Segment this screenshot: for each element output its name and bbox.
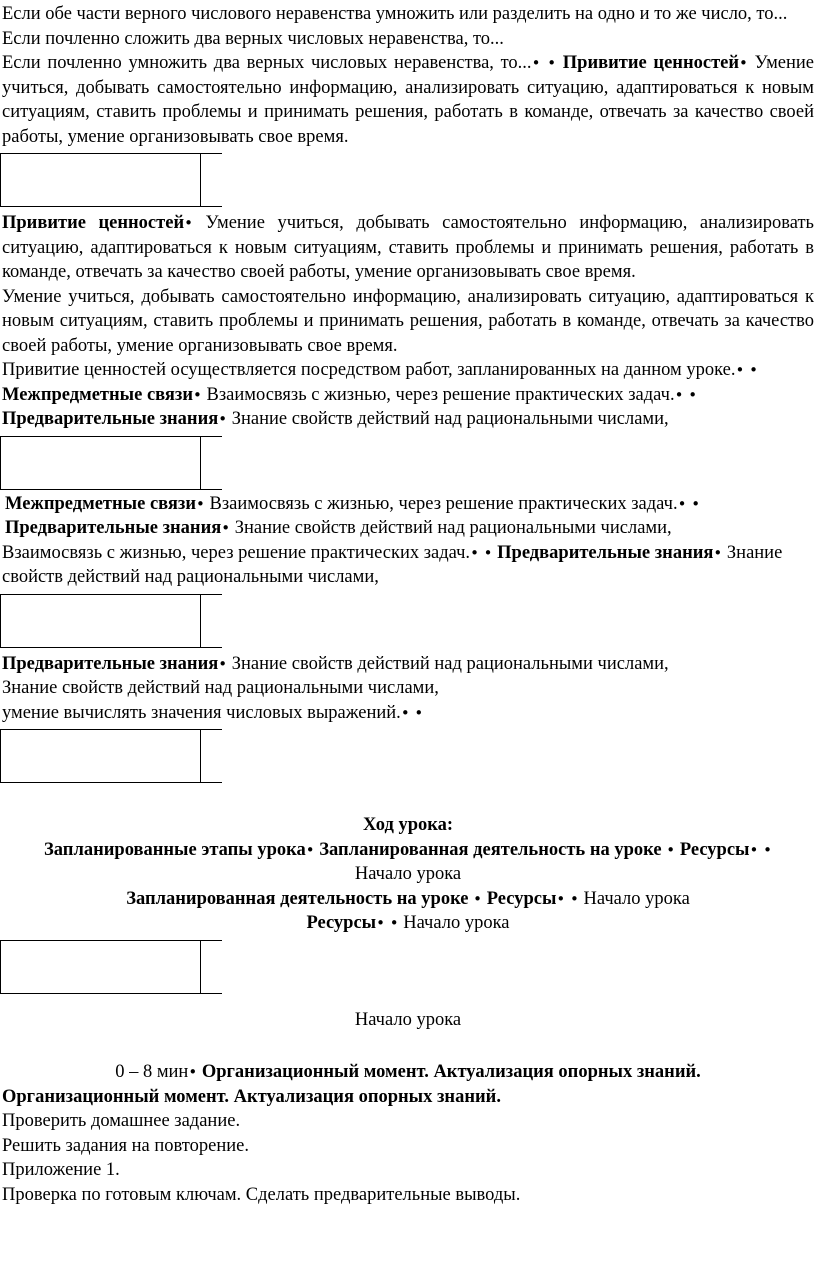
paragraph-interdisciplinary	[0, 358, 816, 432]
text-line	[0, 701, 816, 726]
text-line: Приложение 1.	[2, 1160, 120, 1180]
heading-values: Привитие ценностей	[2, 213, 185, 233]
heading-prior-knowledge: Предварительные знания	[5, 518, 222, 538]
text-fragment: Умение учиться, добывать самостоятельно информацию, анализировать ситуацию, адаптироваться к новым ситуациям, ставить проблемы и принимать решения, работать в команде, отвечать за качество своей работы, умение организовывать свое время.	[2, 53, 815, 147]
text-line: Если обе части верного числового неравенства умножить или разделить на одно и то же число, то...	[2, 4, 788, 24]
text-line: Проверка по готовым ключам. Сделать предварительные выводы.	[2, 1184, 521, 1205]
bullet-icon: • •	[400, 703, 424, 722]
paragraph-org-moment	[0, 1060, 816, 1085]
bullet-icon: •	[713, 543, 723, 562]
heading-values: Привитие ценностей	[562, 53, 740, 73]
paragraph-activity	[0, 887, 816, 912]
text-fragment: умение вычислять значения числовых выражений.	[2, 702, 401, 723]
empty-table-cell	[0, 153, 222, 207]
heading-text: Организационный момент. Актуализация опорных знаний.	[2, 1086, 501, 1107]
text-fragment: Знание свойств действий над рациональными числами,	[227, 653, 669, 674]
text-line: Знание свойств действий над рациональными числами,	[2, 678, 439, 698]
bullet-icon: • •	[674, 385, 698, 404]
heading-prior-knowledge: Предварительные знания	[2, 653, 219, 674]
bullet-icon: • •	[677, 494, 701, 513]
text-fragment: Знание свойств действий над рациональными числами,	[230, 518, 672, 538]
paragraph-values	[0, 211, 816, 285]
text-fragment: Знание свойств действий над рациональными числами,	[227, 409, 669, 429]
text-fragment: Начало урока	[354, 864, 462, 884]
paragraph-prior-knowledge	[0, 652, 816, 677]
empty-table-cell	[0, 594, 222, 648]
text-line: Решить задания на повторение.	[2, 1135, 249, 1156]
bullet-icon: • •	[531, 54, 557, 72]
text-lesson-start: Начало урока	[354, 1009, 462, 1030]
text-fragment: Взаимосвязь с жизнью, через решение практических задач.	[201, 384, 675, 405]
heading-resources: Ресурсы	[306, 913, 377, 933]
bullet-icon: • •	[556, 889, 579, 908]
heading-prior-knowledge: Предварительные знания	[497, 542, 714, 563]
bullet-icon: •	[739, 54, 748, 72]
heading-activity: Запланированная деятельность на уроке	[314, 839, 662, 860]
heading-org-moment: Организационный момент. Актуализация опорных знаний.	[197, 1062, 701, 1082]
heading-interdisciplinary: Межпредметные связи	[5, 493, 197, 514]
heading-stages: Запланированные этапы урока	[44, 839, 306, 860]
paragraph-resources	[0, 911, 816, 936]
text-fragment: Взаимосвязь с жизнью, через решение практических задач.	[2, 542, 471, 563]
text-fragment: Начало урока	[398, 913, 510, 933]
empty-table-cell	[0, 436, 222, 490]
paragraph-stages	[0, 838, 816, 887]
heading-activity: Запланированная деятельность на уроке	[126, 888, 474, 909]
bullet-icon: •	[666, 840, 680, 859]
text-line: Если почленно сложить два верных числовых неравенства, то...	[2, 28, 504, 49]
heading-interdisciplinary: Межпредметные связи	[2, 384, 194, 405]
bullet-icon: • •	[749, 840, 772, 859]
bullet-icon: •	[473, 889, 487, 908]
heading-text: Ход урока:	[362, 815, 454, 835]
heading-resources: Ресурсы	[679, 839, 750, 860]
bullet-icon: • •	[735, 361, 758, 379]
heading-prior-knowledge: Предварительные знания	[2, 409, 219, 429]
bullet-icon: •	[218, 410, 228, 428]
heading-org-moment	[0, 1085, 816, 1110]
paragraph-interdisciplinary	[0, 492, 816, 541]
text-fragment: Привитие ценностей осуществляется посредством работ, запланированных на данном уроке.	[2, 360, 736, 380]
text-fragment: Взаимосвязь с жизнью, через решение практических задач.	[204, 493, 678, 514]
bullet-icon: • •	[470, 543, 493, 562]
bullet-icon: •	[218, 654, 228, 673]
empty-table-cell	[0, 729, 222, 783]
bullet-icon: •	[221, 519, 231, 537]
paragraph-values	[0, 51, 816, 149]
empty-table-cell	[0, 940, 222, 994]
paragraph-interdisciplinary	[0, 541, 816, 590]
heading-resources: Ресурсы	[486, 888, 557, 909]
bullet-icon: •	[188, 1063, 198, 1081]
text-line: Проверить домашнее задание.	[2, 1111, 241, 1131]
text-fragment: Начало урока	[578, 888, 690, 909]
bullet-icon: •	[184, 214, 193, 232]
text-fragment: Знание свойств действий над рациональными числами,	[2, 542, 783, 587]
bullet-icon: •	[305, 840, 315, 859]
bullet-icon: •	[193, 385, 202, 404]
text-fragment: 0 – 8 мин	[115, 1062, 189, 1082]
bullet-icon: •	[196, 494, 205, 513]
heading-lesson-course	[0, 813, 816, 838]
bullet-icon: • •	[376, 914, 399, 932]
paragraph-skills: Умение учиться, добывать самостоятельно информацию, анализировать ситуацию, адаптироваться к новым ситуациям, ставить проблемы и принимать решения, работать в команде, отвечать за качество своей работы, умение организовывать свое время.	[2, 286, 814, 356]
text-fragment: Если почленно умножить два верных числовых неравенства, то...	[2, 53, 532, 73]
text-fragment: Умение учиться, добывать самостоятельно информацию, анализировать ситуацию, адаптироваться к новым ситуациям, ставить проблемы и принимать решения, работать в команде, отвечать за качество своей работы, умение организовывать свое время.	[2, 213, 814, 282]
